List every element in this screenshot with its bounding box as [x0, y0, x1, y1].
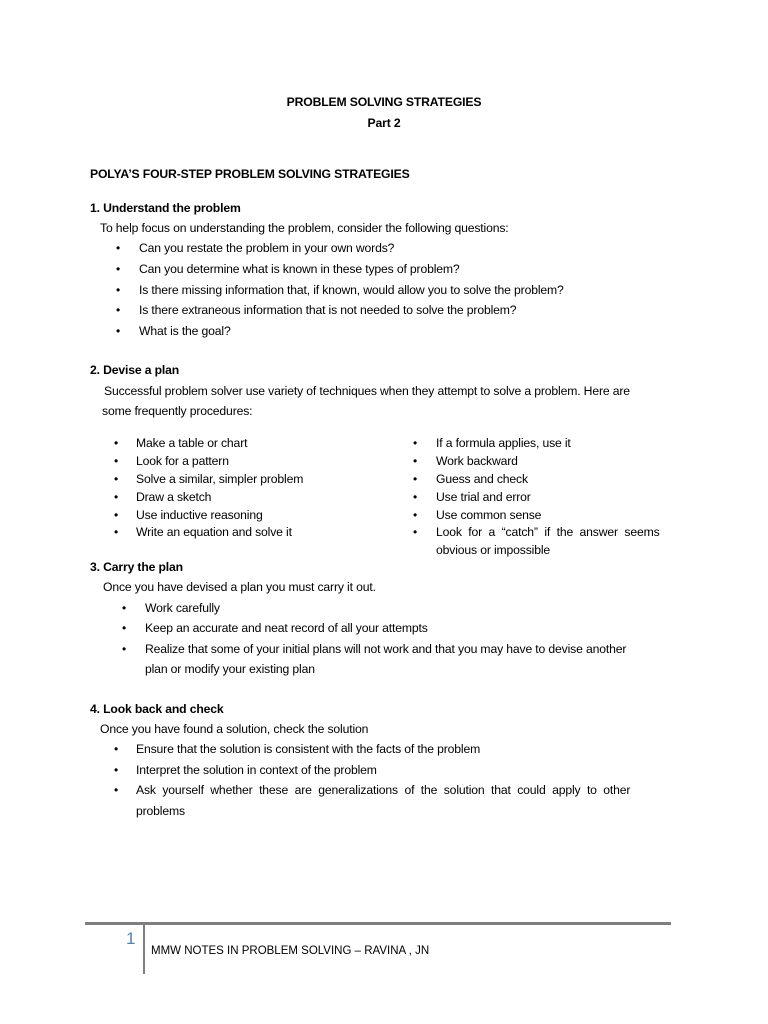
bullet-marker: • — [114, 472, 119, 486]
step-3-bullet-2: Keep an accurate and neat record of all your attempts — [145, 621, 428, 635]
bullet-marker: • — [122, 642, 127, 656]
page-number: 1 — [126, 929, 136, 948]
step-3-bullet-1: Work carefully — [145, 601, 220, 615]
step-2-right-bullet-4: Use trial and error — [436, 490, 531, 504]
bullet-marker: • — [114, 508, 119, 522]
step-2-right-bullet-1: If a formula applies, use it — [436, 436, 571, 450]
step-2-left-bullet-1: Make a table or chart — [136, 436, 248, 450]
step-3-bullet-3-line-2: plan or modify your existing plan — [145, 662, 315, 676]
step-2-heading: 2. Devise a plan — [90, 363, 180, 377]
step-2-intro-line-2: some frequently procedures: — [102, 404, 253, 418]
step-1-bullet-4: Is there extraneous information that is not needed to solve the problem? — [139, 303, 517, 317]
step-2-right-bullet-2: Work backward — [436, 454, 518, 468]
document-title: PROBLEM SOLVING STRATEGIES — [286, 95, 482, 109]
bullet-marker: • — [122, 621, 127, 635]
step-1-bullet-5: What is the goal? — [139, 324, 231, 338]
step-4-heading: 4. Look back and check — [90, 702, 224, 716]
step-3-intro: Once you have devised a plan you must carry it out. — [103, 580, 376, 594]
bullet-marker: • — [116, 303, 121, 317]
bullet-marker: • — [116, 324, 121, 338]
step-2-left-bullet-4: Draw a sketch — [136, 490, 212, 504]
step-2-left-bullet-6: Write an equation and solve it — [136, 525, 292, 539]
step-1-heading: 1. Understand the problem — [90, 201, 241, 215]
bullet-marker: • — [114, 742, 119, 756]
bullet-marker: • — [114, 783, 119, 797]
step-2-right-bullet-5: Use common sense — [436, 508, 542, 522]
document-subtitle: Part 2 — [367, 116, 401, 130]
step-2-right-bullet-6-line-2: obvious or impossible — [436, 543, 551, 557]
bullet-marker: • — [114, 763, 119, 777]
section-heading: POLYA’S FOUR-STEP PROBLEM SOLVING STRATEGIES — [90, 167, 410, 181]
step-2-intro-line-1: Successful problem solver use variety of techniques when they attempt to solve a problem. Here are — [104, 384, 630, 398]
footer-text: MMW NOTES IN PROBLEM SOLVING – RAVINA , JN — [151, 945, 430, 957]
bullet-marker: • — [116, 262, 121, 276]
step-2-left-bullet-3: Solve a similar, simpler problem — [136, 472, 304, 486]
step-1-bullet-1: Can you restate the problem in your own words? — [139, 241, 395, 255]
bullet-marker: • — [114, 436, 119, 450]
bullet-marker: • — [116, 283, 121, 297]
step-3-bullet-3-line-1: Realize that some of your initial plans will not work and that you may have to devise another — [145, 642, 627, 656]
bullet-marker: • — [413, 454, 418, 468]
step-4-bullet-3-line-2: problems — [136, 804, 185, 818]
step-2-right-bullet-3: Guess and check — [436, 472, 528, 486]
bullet-marker: • — [114, 490, 119, 504]
bullet-marker: • — [114, 525, 119, 539]
bullet-marker: • — [413, 490, 418, 504]
bullet-marker: • — [413, 508, 418, 522]
step-1-bullet-2: Can you determine what is known in these types of problem? — [139, 262, 460, 276]
bullet-marker: • — [413, 436, 418, 450]
bullet-marker: • — [413, 525, 418, 539]
step-4-bullet-3-line-1: Ask yourself whether these are generalizations of the solution that could apply to other — [136, 783, 631, 797]
bullet-marker: • — [413, 472, 418, 486]
step-4-bullet-1: Ensure that the solution is consistent with the facts of the problem — [136, 742, 481, 756]
footer-vertical-divider — [143, 924, 145, 974]
step-2-left-bullet-5: Use inductive reasoning — [136, 508, 263, 522]
bullet-marker: • — [116, 241, 121, 255]
step-1-bullet-3: Is there missing information that, if known, would allow you to solve the problem? — [139, 283, 564, 297]
bullet-marker: • — [122, 601, 127, 615]
step-3-heading: 3. Carry the plan — [90, 560, 183, 574]
footer-divider — [85, 922, 671, 925]
step-2-left-bullet-2: Look for a pattern — [136, 454, 229, 468]
bullet-marker: • — [114, 454, 119, 468]
step-4-intro: Once you have found a solution, check the solution — [100, 722, 369, 736]
step-2-right-bullet-6-line-1: Look for a “catch” if the answer seems — [436, 525, 660, 539]
step-4-bullet-2: Interpret the solution in context of the problem — [136, 763, 377, 777]
step-1-intro: To help focus on understanding the problem, consider the following questions: — [100, 221, 509, 235]
